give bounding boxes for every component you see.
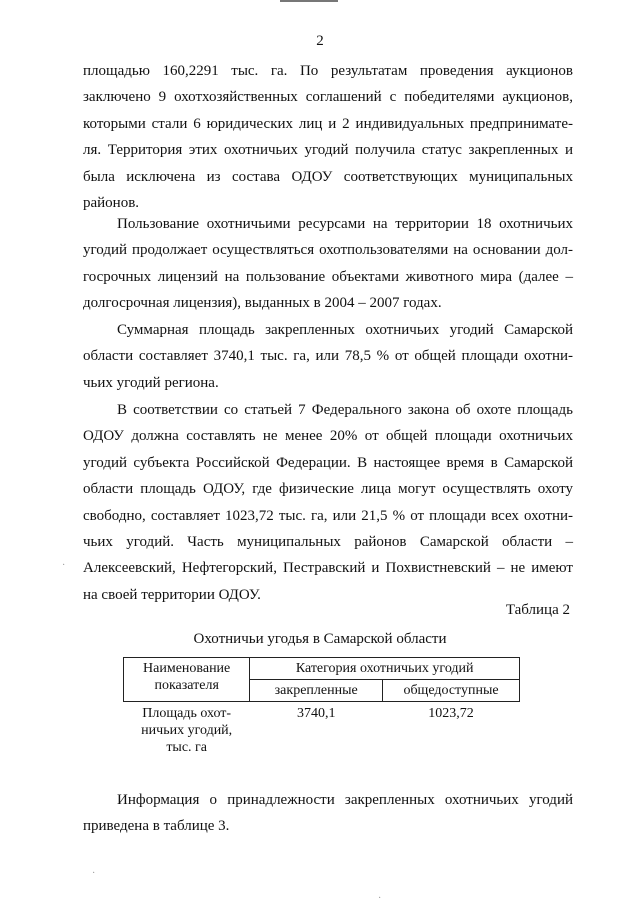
- scan-speck: ·: [378, 893, 382, 904]
- row-indicator-name: Площадь охот-ничьих угодий, тыс. га: [141, 706, 233, 755]
- table-header-row: [124, 658, 520, 680]
- paragraph-table3-reference: Информация о принадлежности закрепленных охотничьих угодий приведена в таблице 3.: [83, 792, 573, 835]
- header-indicator-name: Наименование показателя: [124, 658, 250, 702]
- paragraph-auction-results: площадью 160,2291 тыс. га. По результатам проведения аукционов заключено 9 охотхозяйственных соглашений с победителями аукционов, которыми стали 6 юридических лиц и 2 индивидуальных предпринимате-ля. Территория этих охотничьих угодий получила статус закрепленных и была исключена из состава ОДОУ соответствующих муниципальных районов.: [83, 63, 573, 212]
- header-public: общедоступные: [383, 680, 520, 702]
- table-label: Таблица 2: [505, 602, 570, 618]
- top-scan-rule: [280, 0, 338, 2]
- paragraph-public-area-requirement: В соответствии со статьей 7 Федерального закона об охоте площадь ОДОУ должна составлять не менее 20% от общей площади охотничьих угодий субъекта Российской Федерации. В настоящее время в Самарской области площадь ОДОУ, где физические лица могут осуществлять охоту свободно, составляет 1023,72 тыс. га, или 21,5 % от площади всех охотни-чьих угодий. Часть муниципальных районов Самарской области – Алексеевский, Нефтегорский, Пестравский и Похвистневский – не имеют на своей территории ОДОУ.: [83, 402, 573, 603]
- paragraph-long-term-licenses: Пользование охотничьими ресурсами на территории 18 охотничьих угодий продолжает осуществляться охотпользователями на основании дол-госрочных лицензий на пользование объектами животного мира (далее – долгосрочная лицензия), выданных в 2004 – 2007 годах.: [83, 216, 573, 312]
- row-public-value: 1023,72: [428, 706, 474, 721]
- hunting-grounds-table: [123, 657, 520, 758]
- table-row: [124, 702, 520, 759]
- row-fixed-value: 3740,1: [296, 706, 336, 721]
- header-category: Категория охотничьих угодий: [250, 658, 520, 680]
- paragraph-total-fixed-area: Суммарная площадь закрепленных охотничьих угодий Самарской области составляет 3740,1 тыс. га, или 78,5 % от общей площади охотни-чьих угодий региона.: [83, 322, 573, 391]
- page-number: 2: [316, 33, 324, 49]
- header-fixed: закрепленные: [250, 680, 383, 702]
- scan-speck: ·: [62, 560, 66, 571]
- scan-speck: ·: [92, 868, 96, 879]
- table-title: Охотничьи угодья в Самарской области: [193, 631, 447, 647]
